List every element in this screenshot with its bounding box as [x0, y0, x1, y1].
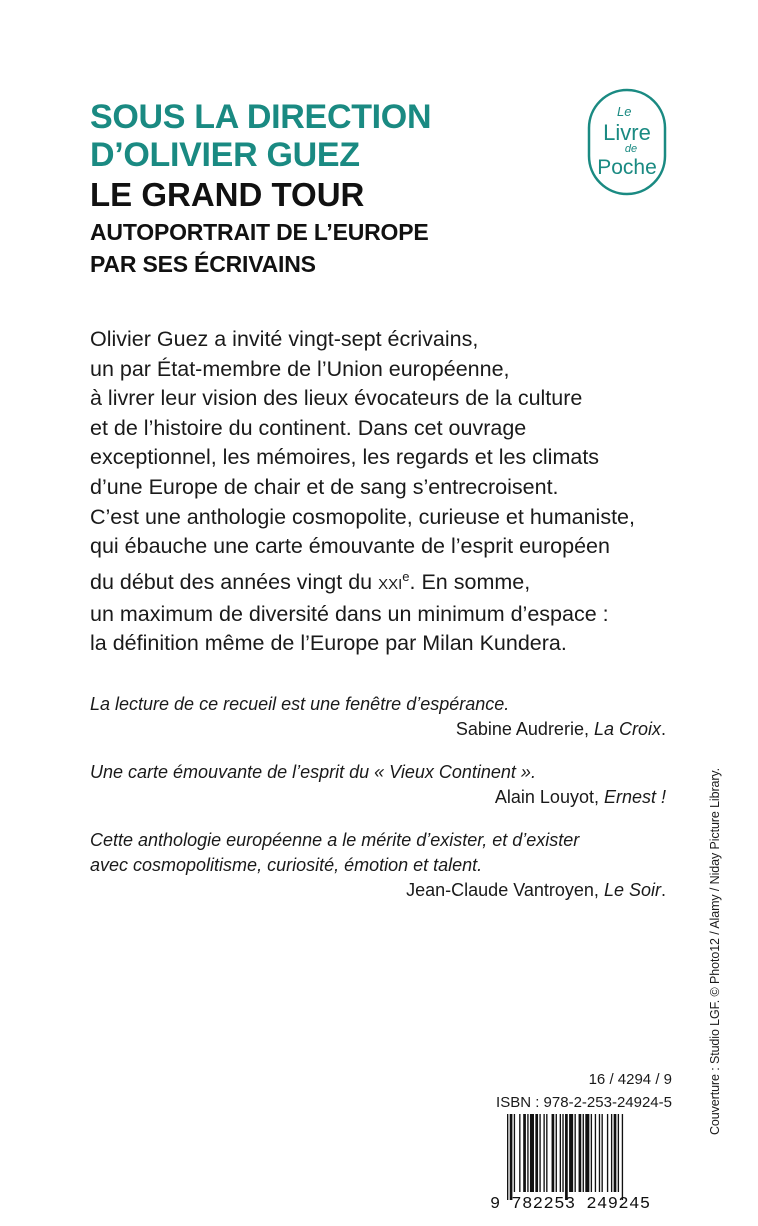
- quote-source: Ernest !: [603, 787, 666, 807]
- blurb-line: et de l’histoire du continent. Dans cet ouvrage: [90, 415, 527, 440]
- quote-2: [90, 760, 666, 810]
- barcode-bar: [523, 1114, 526, 1192]
- barcode-bar: [514, 1114, 515, 1192]
- director-line-1: SOUS LA DIRECTION: [90, 98, 432, 136]
- quote-source: La Croix: [593, 719, 661, 739]
- blurb-line: un maximum de diversité dans un minimum d’espace :: [90, 601, 609, 626]
- barcode-bar: [595, 1114, 596, 1192]
- barcode-bar: [507, 1114, 508, 1200]
- quote-author: Alain Louyot,: [494, 787, 604, 807]
- barcode-bar: [539, 1114, 540, 1192]
- barcode-bar: [556, 1114, 557, 1192]
- quote-author: Sabine Audrerie,: [455, 719, 594, 739]
- barcode-bar: [562, 1114, 563, 1192]
- logo-word-poche: Poche: [597, 156, 657, 179]
- quote-text: avec cosmopolitisme, curiosité, émotion et talent.: [90, 855, 483, 875]
- blurb-text: . En somme,: [409, 569, 531, 594]
- barcode: [505, 1114, 675, 1200]
- quote-attribution: [90, 785, 666, 810]
- quote-end: .: [660, 719, 666, 739]
- barcode-bar: [575, 1114, 576, 1192]
- barcode-digits: 9 782253 249245: [490, 1195, 651, 1214]
- subtitle-line-2: PAR SES ÉCRIVAINS: [90, 251, 316, 277]
- barcode-bar: [611, 1114, 612, 1192]
- subtitle-line-1: AUTOPORTRAIT DE L’EUROPE: [90, 219, 429, 245]
- barcode-bar: [552, 1114, 555, 1192]
- quote-text: Une carte émouvante de l’esprit du « Vieux Continent ».: [90, 762, 536, 782]
- cover-credit: Couverture : Studio LGF. © Photo12 / Alamy / Niday Picture Library.: [708, 767, 722, 1135]
- quote-attribution: [90, 717, 666, 742]
- barcode-bar: [560, 1114, 561, 1192]
- barcode-bar: [565, 1114, 568, 1200]
- barcode-bar: [519, 1114, 520, 1192]
- barcode-bar: [585, 1114, 589, 1192]
- blurb: [90, 325, 690, 659]
- blurb-line: C’est une anthologie cosmopolite, curieuse et humaniste,: [90, 504, 635, 529]
- quote-author: Jean-Claude Vantroyen,: [406, 880, 604, 900]
- blurb-line: exceptionnel, les mémoires, les regards et les climats: [90, 445, 600, 470]
- director-line-2: D’OLIVIER GUEZ: [90, 136, 360, 174]
- barcode-bar: [607, 1114, 608, 1192]
- quote-attribution: [90, 878, 666, 903]
- barcode-bar: [535, 1114, 538, 1192]
- barcode-bar: [543, 1114, 544, 1192]
- catalog-code: 16 / 4294 / 9: [588, 1071, 672, 1088]
- blurb-text: du début des années vingt du: [90, 569, 379, 594]
- barcode-bar: [527, 1114, 528, 1192]
- blurb-line: qui ébauche une carte émouvante de l’esprit européen: [90, 534, 610, 559]
- barcode-bar: [599, 1114, 600, 1192]
- logo-word-de: de: [624, 143, 638, 155]
- press-quotes: [90, 692, 666, 921]
- quote-text: Cette anthologie européenne a le mérite d’exister, et d’exister: [90, 830, 580, 850]
- century-numeral: XXI: [378, 575, 403, 593]
- livre-de-poche-logo: [587, 88, 667, 196]
- barcode-bar: [618, 1114, 619, 1192]
- barcode-bar: [614, 1114, 617, 1192]
- logo-word-le: Le: [617, 104, 632, 119]
- quote-3: [90, 828, 666, 903]
- blurb-line: à livrer leur vision des lieux évocateurs de la culture: [90, 386, 583, 411]
- barcode-bar: [583, 1114, 584, 1192]
- header: [90, 98, 560, 278]
- blurb-line: Olivier Guez a invité vingt-sept écrivains,: [90, 327, 479, 351]
- barcode-bar: [530, 1114, 534, 1192]
- blurb-line: un par État-membre de l’Union européenne,: [90, 356, 510, 381]
- barcode-bar: [510, 1114, 513, 1200]
- quote-source: Le Soir: [603, 880, 661, 900]
- century-suffix: e: [402, 568, 410, 584]
- blurb-line: [90, 562, 690, 600]
- barcode-bar: [622, 1114, 623, 1200]
- barcode-bar: [579, 1114, 582, 1192]
- isbn: ISBN : 978-2-253-24924-5: [496, 1094, 672, 1111]
- book-title: LE GRAND TOUR: [90, 176, 365, 213]
- blurb-line: la définition même de l’Europe par Milan Kundera.: [90, 631, 567, 656]
- reference-codes: [496, 1068, 672, 1114]
- blurb-line: d’une Europe de chair et de sang s’entrecroisent.: [90, 474, 559, 499]
- quote-1: [90, 692, 666, 742]
- barcode-bar: [546, 1114, 547, 1192]
- logo-word-livre: Livre: [603, 120, 651, 145]
- quote-text: La lecture de ce recueil est une fenêtre d’espérance.: [90, 694, 510, 714]
- quote-end: .: [660, 880, 666, 900]
- barcode-bar: [591, 1114, 592, 1192]
- barcode-bar: [602, 1114, 603, 1192]
- barcode-bar: [569, 1114, 573, 1192]
